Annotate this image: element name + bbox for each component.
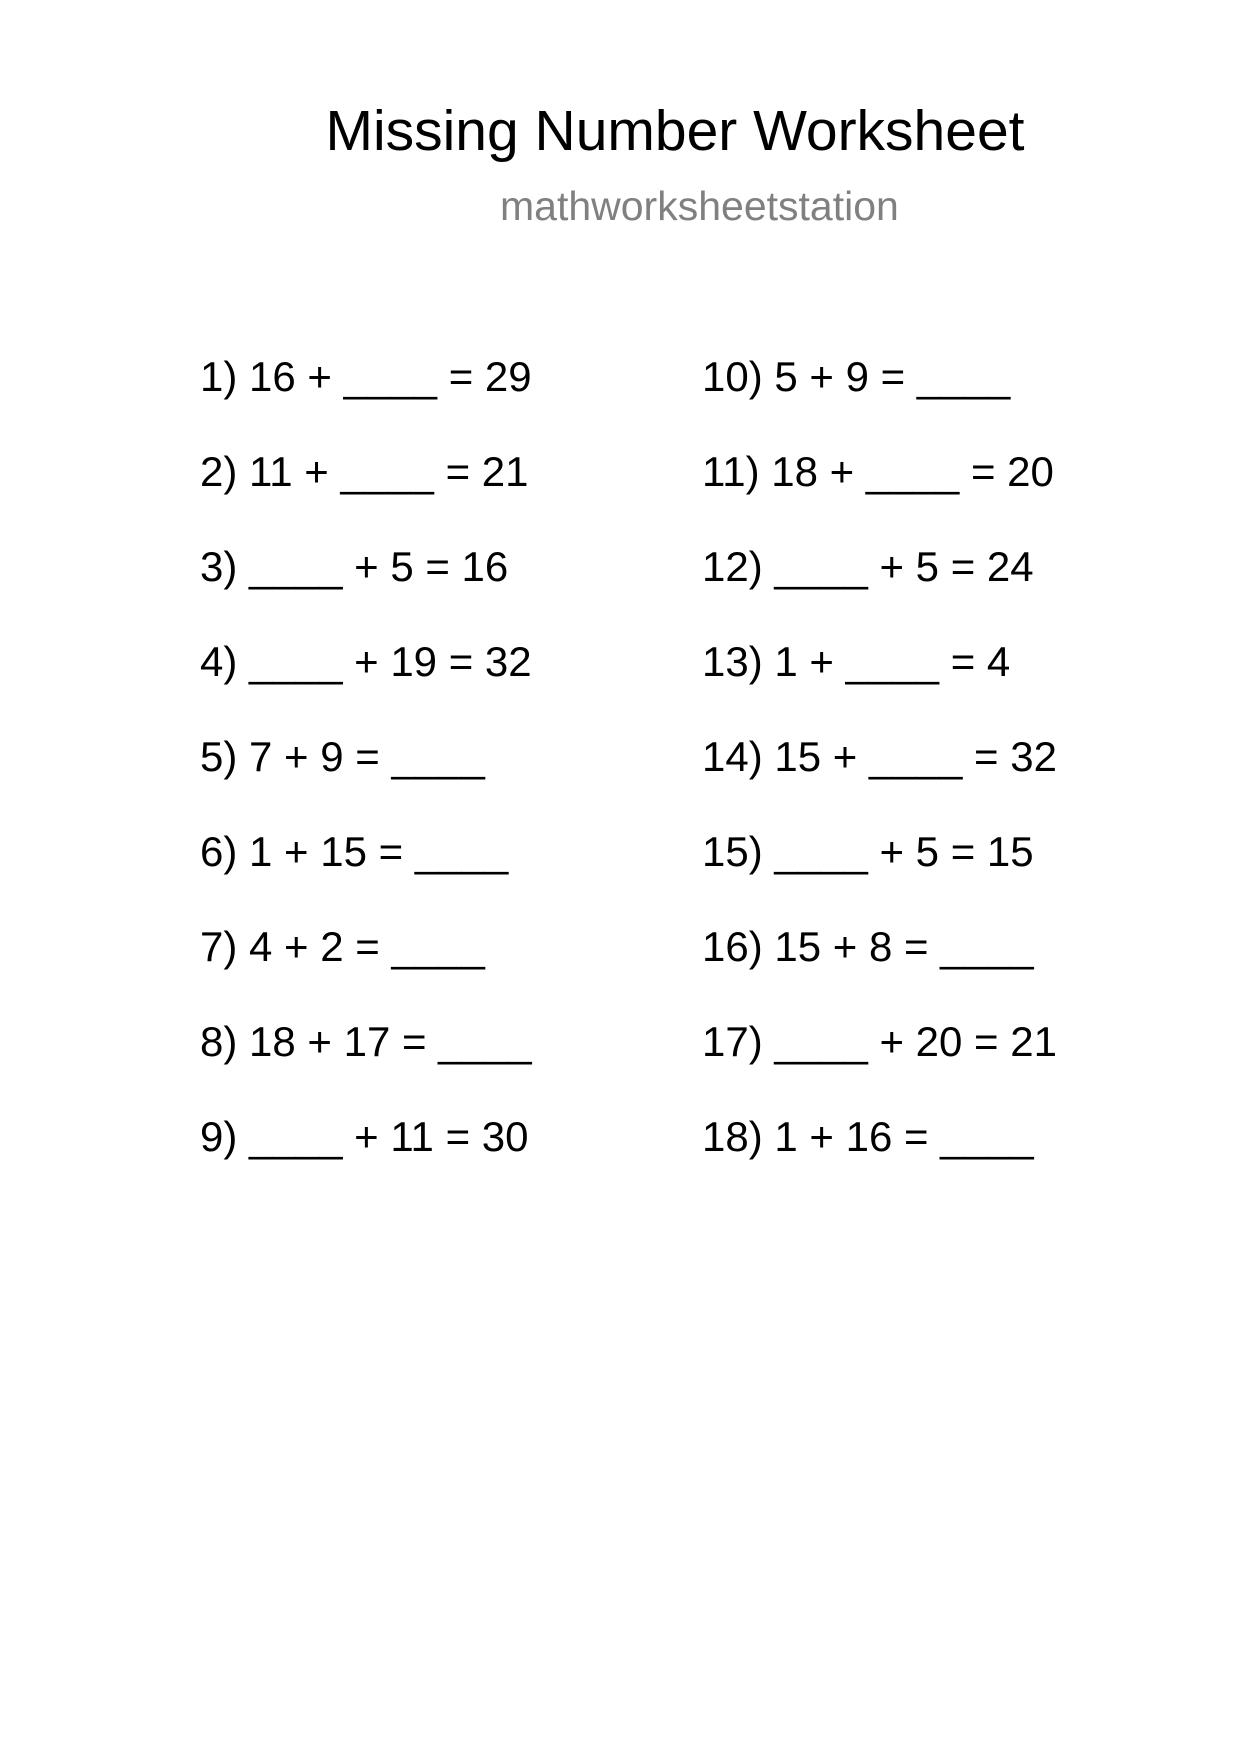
problem-item: 12) ____ + 5 = 24 xyxy=(702,543,1034,590)
problem-item: 7) 4 + 2 = ____ xyxy=(200,923,485,970)
problem-item: 10) 5 + 9 = ____ xyxy=(702,353,1011,400)
problem-item: 5) 7 + 9 = ____ xyxy=(200,733,485,780)
problem-item: 6) 1 + 15 = ____ xyxy=(200,828,509,875)
site-watermark: mathworksheetstation xyxy=(500,183,899,229)
problem-item: 13) 1 + ____ = 4 xyxy=(702,638,1011,685)
problem-item: 4) ____ + 19 = 32 xyxy=(200,638,532,685)
problem-item: 14) 15 + ____ = 32 xyxy=(702,733,1057,780)
problem-item: 3) ____ + 5 = 16 xyxy=(200,543,509,590)
problem-item: 9) ____ + 11 = 30 xyxy=(200,1113,529,1160)
problem-column-left xyxy=(200,345,532,1200)
problem-item: 18) 1 + 16 = ____ xyxy=(702,1113,1034,1160)
problem-item: 17) ____ + 20 = 21 xyxy=(702,1018,1057,1065)
problem-column-right xyxy=(702,345,1057,1200)
problem-item: 16) 15 + 8 = ____ xyxy=(702,923,1034,970)
page-title: Missing Number Worksheet xyxy=(325,99,1025,163)
problem-item: 11) 18 + ____ = 20 xyxy=(702,448,1054,495)
problem-item: 2) 11 + ____ = 21 xyxy=(200,448,529,495)
problem-item: 15) ____ + 5 = 15 xyxy=(702,828,1034,875)
problem-item: 8) 18 + 17 = ____ xyxy=(200,1018,532,1065)
problem-item: 1) 16 + ____ = 29 xyxy=(200,353,532,400)
